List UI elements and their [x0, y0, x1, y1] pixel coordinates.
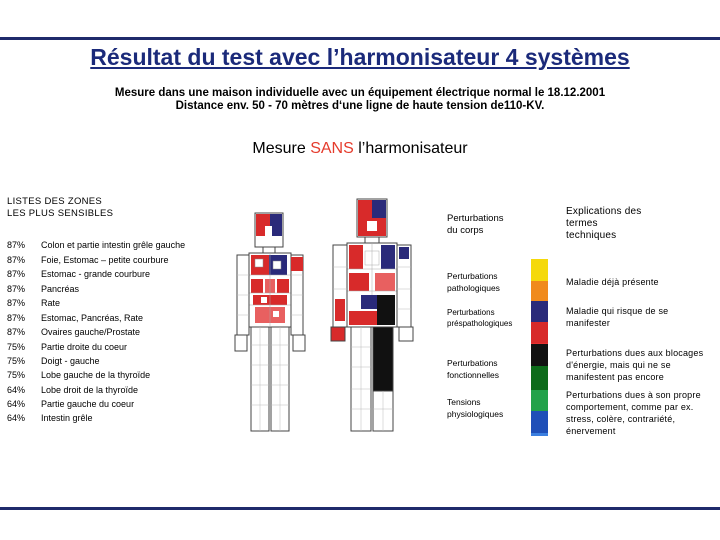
measure-suffix: l’harmonisateur	[358, 140, 468, 157]
legend-term-line: fonctionnelles	[447, 370, 499, 380]
legend-explanation-line: comportement, comme par ex.	[566, 402, 694, 412]
legend-header	[447, 213, 504, 237]
zone-name: Intestin grêle	[41, 413, 93, 423]
zone-name: Partie droite du coeur	[41, 342, 128, 352]
legend-term-line: préspathologiques	[447, 319, 513, 328]
legend-swatch	[531, 322, 548, 343]
legend-explanation	[566, 305, 668, 329]
legend-explanation-line: Perturbations dues aux blocages	[566, 348, 704, 358]
zones-heading-line2: LES PLUS SENSIBLES	[7, 208, 114, 219]
zone-percent: 64%	[7, 385, 26, 395]
legend-term-line: physiologiques	[447, 409, 504, 419]
zone-percent: 75%	[7, 342, 26, 352]
legend-explanation	[566, 347, 703, 383]
zone-percent: 87%	[7, 255, 26, 265]
zones-heading-line1: LISTES DES ZONES	[7, 196, 103, 207]
front-body-figure	[235, 213, 305, 431]
zone-percent: 87%	[7, 269, 26, 279]
zone-name: Doigt - gauche	[41, 356, 100, 366]
legend-explanation-line: stress, colère, contrariété,	[566, 414, 676, 424]
explanations-header-line2: termes	[566, 218, 598, 229]
legend-explanation-line: Maladie déjà présente	[566, 277, 659, 287]
legend-term	[447, 270, 500, 294]
zone-name: Pancréas	[41, 284, 80, 294]
zone-name: Colon et partie intestin grêle gauche	[41, 240, 186, 250]
legend-term-line: Perturbations	[447, 308, 495, 317]
zone-name: Estomac - grande courbure	[41, 269, 151, 279]
back-body-figure	[331, 199, 413, 431]
zone-percent: 87%	[7, 240, 26, 250]
bottom-rule	[0, 507, 720, 510]
zone-percent: 87%	[7, 284, 26, 294]
legend-explanation-line: énervement	[566, 426, 616, 436]
zone-percent: 87%	[7, 327, 26, 337]
measure-prefix: Mesure	[252, 140, 306, 157]
measure-highlight: SANS	[310, 140, 354, 157]
legend-header-line1: Perturbations	[447, 213, 504, 224]
zone-percent: 64%	[7, 413, 26, 423]
zones-heading	[7, 196, 113, 220]
legend-term-line: Tensions	[447, 397, 481, 407]
legend-header-line2: du corps	[447, 225, 484, 236]
legend-swatch	[531, 366, 548, 390]
zone-name: Partie gauche du coeur	[41, 399, 135, 409]
legend-swatch	[531, 281, 548, 301]
zone-name: Lobe droit de la thyroïde	[41, 385, 139, 395]
legend-term-line: Perturbations	[447, 271, 498, 281]
legend-term	[447, 357, 499, 381]
zone-percent: 87%	[7, 313, 26, 323]
top-rule	[0, 37, 720, 40]
legend-swatch	[531, 411, 548, 433]
legend-swatch	[531, 259, 548, 281]
explanations-header	[566, 206, 641, 242]
zone-name: Estomac, Pancréas, Rate	[41, 313, 144, 323]
legend-explanation	[566, 389, 701, 437]
legend-explanation-line: Maladie qui risque de se	[566, 306, 669, 316]
zone-percent: 75%	[7, 370, 26, 380]
zone-percent: 75%	[7, 356, 26, 366]
zone-name: Rate	[41, 298, 61, 308]
legend-explanation-line: manifester	[566, 318, 611, 328]
legend-swatch	[531, 433, 548, 436]
zone-name: Ovaires gauche/Prostate	[41, 327, 141, 337]
zone-percent: 87%	[7, 298, 26, 308]
legend-explanation-line: Perturbations dues à son propre	[566, 390, 701, 400]
subtitle-line2: Distance env. 50 - 70 mètres d‘une ligne de haute tension de110-KV.	[175, 100, 545, 112]
zone-percent: 64%	[7, 399, 26, 409]
body-chart	[225, 195, 425, 440]
zone-name: Lobe gauche de la thyroïde	[41, 370, 151, 380]
page-title: Résultat du test avec l’harmonisateur 4 systèmes	[90, 44, 630, 70]
legend-explanation-line: manifestent pas encore	[566, 372, 664, 382]
legend-swatch	[531, 301, 548, 322]
subtitle-line1: Mesure dans une maison individuelle avec un équipement électrique normal le 18.12.2001	[114, 87, 606, 99]
legend-term	[447, 307, 512, 329]
legend-term	[447, 396, 503, 420]
legend-explanation	[566, 276, 659, 288]
legend-swatch	[531, 344, 548, 366]
zone-name: Foie, Estomac – petite courbure	[41, 255, 169, 265]
legend-term-line: pathologiques	[447, 283, 500, 293]
explanations-header-line1: Explications des	[566, 206, 642, 217]
legend-explanation-line: d'énergie, mais qui ne se	[566, 360, 671, 370]
legend-swatch	[531, 390, 548, 411]
explanations-header-line3: techniques	[566, 230, 617, 241]
measure-heading	[0, 140, 720, 158]
legend-term-line: Perturbations	[447, 358, 498, 368]
